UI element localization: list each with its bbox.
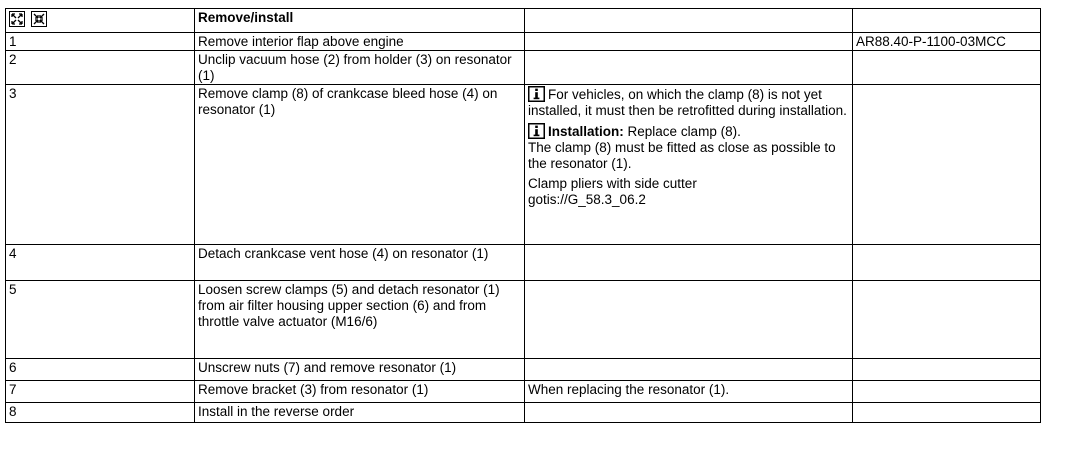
- step-action: Detach crankcase vent hose (4) on resonator (1): [195, 245, 525, 281]
- header-ref-cell: [853, 9, 1041, 33]
- step-note: [525, 281, 853, 359]
- step-note: [525, 85, 853, 245]
- step-action: Unscrew nuts (7) and remove resonator (1): [195, 359, 525, 381]
- step-number: 5: [6, 281, 195, 359]
- table-row: [6, 381, 1041, 403]
- step-number: 2: [6, 51, 195, 85]
- tool-name: Clamp pliers with side cutter: [528, 176, 697, 191]
- step-number: 3: [6, 85, 195, 245]
- expand-icon[interactable]: [9, 11, 25, 27]
- step-reference: [853, 281, 1041, 359]
- table-row: [6, 359, 1041, 381]
- table-row: [6, 245, 1041, 281]
- step-action: Loosen screw clamps (5) and detach resonator (1) from air filter housing upper section (6) and from throttle valve actuator (M16/6): [195, 281, 525, 359]
- step-number: 8: [6, 403, 195, 423]
- table-row: [6, 403, 1041, 423]
- installation-note: [528, 123, 849, 172]
- step-note: When replacing the resonator (1).: [525, 381, 853, 403]
- table-row: [6, 281, 1041, 359]
- procedure-table: [5, 8, 1041, 423]
- step-reference: [853, 51, 1041, 85]
- step-note: [525, 245, 853, 281]
- info-note-text: For vehicles, on which the clamp (8) is not yet installed, it must then be retrofitted during installation.: [528, 87, 847, 118]
- step-note: [525, 51, 853, 85]
- step-reference: [853, 85, 1041, 245]
- step-note: [525, 403, 853, 423]
- collapse-icon[interactable]: [31, 11, 47, 27]
- step-action: Remove bracket (3) from resonator (1): [195, 381, 525, 403]
- info-icon: [528, 86, 545, 102]
- step-reference: [853, 359, 1041, 381]
- table-row: [6, 85, 1041, 245]
- special-tool: [528, 176, 849, 208]
- step-action: Remove clamp (8) of crankcase bleed hose (4) on resonator (1): [195, 85, 525, 245]
- step-reference: [853, 381, 1041, 403]
- header-note-cell: [525, 9, 853, 33]
- header-row: [6, 9, 1041, 33]
- step-action: Unclip vacuum hose (2) from holder (3) on resonator (1): [195, 51, 525, 85]
- step-note: [525, 33, 853, 51]
- header-title: Remove/install: [195, 9, 525, 33]
- step-number: 1: [6, 33, 195, 51]
- info-icon: [528, 123, 545, 139]
- step-reference-link[interactable]: AR88.40-P-1100-03MCC: [853, 33, 1041, 51]
- step-action: Install in the reverse order: [195, 403, 525, 423]
- installation-label: Installation:: [548, 124, 624, 139]
- step-reference: [853, 403, 1041, 423]
- step-number: 7: [6, 381, 195, 403]
- step-number: 4: [6, 245, 195, 281]
- step-note: [525, 359, 853, 381]
- step-number: 6: [6, 359, 195, 381]
- step-action: Remove interior flap above engine: [195, 33, 525, 51]
- installation-text: Replace clamp (8).: [627, 124, 741, 139]
- info-note: [528, 86, 849, 119]
- table-row: [6, 51, 1041, 85]
- installation-extra: The clamp (8) must be fitted as close as possible to the resonator (1).: [528, 140, 836, 171]
- table-row: [6, 33, 1041, 51]
- tool-reference-link[interactable]: gotis://G_58.3_06.2: [528, 192, 646, 207]
- step-reference: [853, 245, 1041, 281]
- header-icons-cell: [6, 9, 195, 33]
